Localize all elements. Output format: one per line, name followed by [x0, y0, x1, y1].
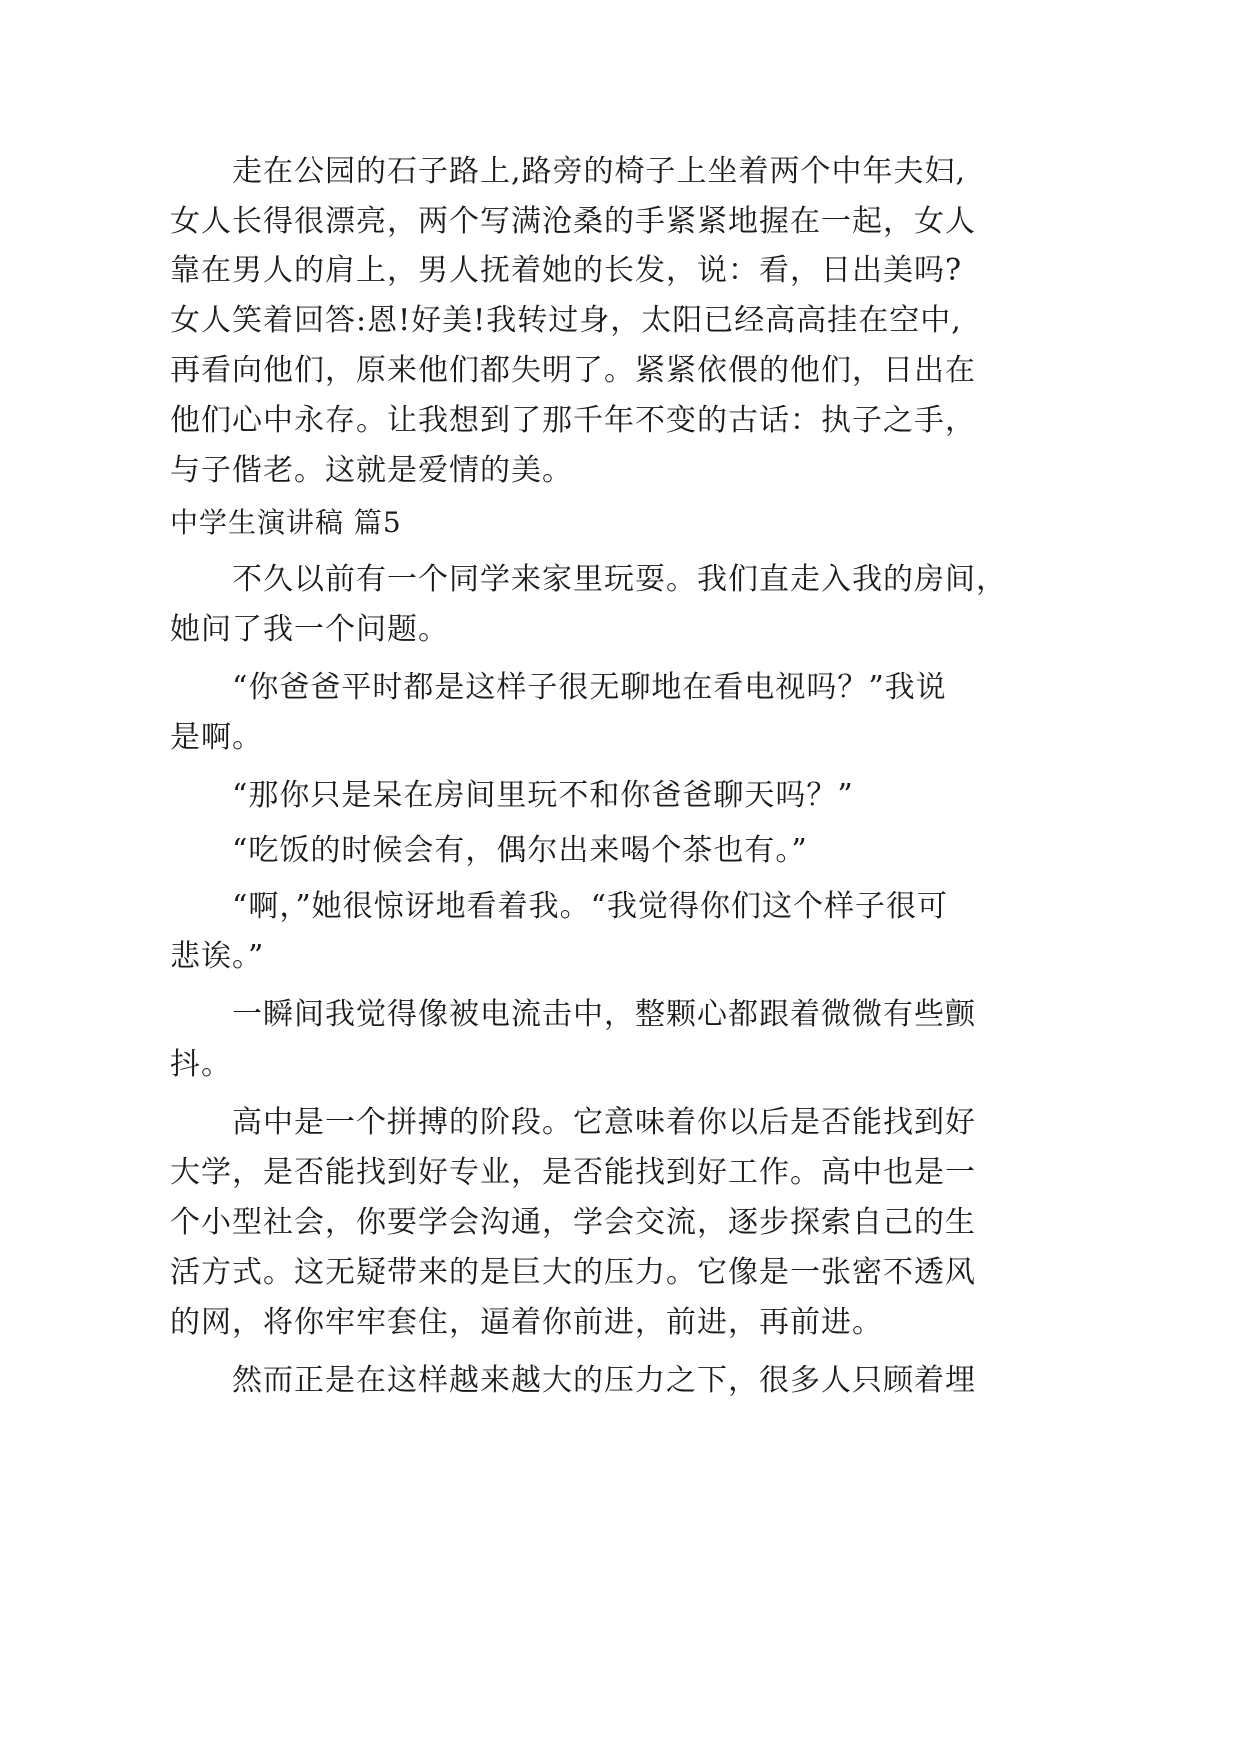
text-line: 与子偕老。这就是爱情的美。	[170, 453, 573, 488]
text-line: 是啊。	[170, 720, 263, 755]
text-line: 高中是一个拼搏的阶段。它意味着你以后是否能找到好	[232, 1105, 976, 1140]
section-heading: 中学生演讲稿 篇5	[170, 506, 402, 539]
text-line: 悲诶。”	[170, 939, 265, 974]
text-line: 再看向他们，原来他们都失明了。紧紧依偎的他们，日出在	[170, 353, 976, 388]
text-line: 女人长得很漂亮，两个写满沧桑的手紧紧地握在一起，女人	[170, 204, 976, 239]
text-line: 一瞬间我觉得像被电流击中，整颗心都跟着微微有些颤	[232, 997, 976, 1032]
text-line: 抖。	[170, 1047, 232, 1082]
text-line: 活方式。这无疑带来的是巨大的压力。它像是一张密不透风	[170, 1255, 976, 1290]
text-line: 靠在男人的肩上，男人抚着她的长发，说：看，日出美吗?	[170, 253, 963, 288]
text-line: “吃饭的时候会有，偶尔出来喝个茶也有。”	[232, 833, 808, 868]
text-line: 女人笑着回答:恩!好美!我转过身，太阳已经高高挂在空中,	[170, 303, 962, 338]
text-line: “那你只是呆在房间里玩不和你爸爸聊天吗？”	[232, 778, 854, 813]
text-line: “你爸爸平时都是这样子很无聊地在看电视吗？”我说	[232, 670, 947, 705]
text-line: 她问了我一个问题。	[170, 612, 449, 647]
text-line: 他们心中永存。让我想到了那千年不变的古话：执子之手，	[170, 403, 976, 438]
text-line: 然而正是在这样越来越大的压力之下，很多人只顾着埋	[232, 1363, 976, 1398]
text-line: 的网，将你牢牢套住，逼着你前进，前进，再前进。	[170, 1305, 883, 1340]
text-line: 大学，是否能找到好专业，是否能找到好工作。高中也是一	[170, 1155, 976, 1190]
text-line: 走在公园的石子路上,路旁的椅子上坐着两个中年夫妇,	[232, 154, 967, 189]
text-line: “啊，”她很惊讶地看着我。“我觉得你们这个样子很可	[232, 889, 949, 924]
text-line: 不久以前有一个同学来家里玩耍。我们直走入我的房间，	[232, 562, 1007, 597]
text-line: 个小型社会，你要学会沟通，学会交流，逐步探索自己的生	[170, 1205, 976, 1240]
